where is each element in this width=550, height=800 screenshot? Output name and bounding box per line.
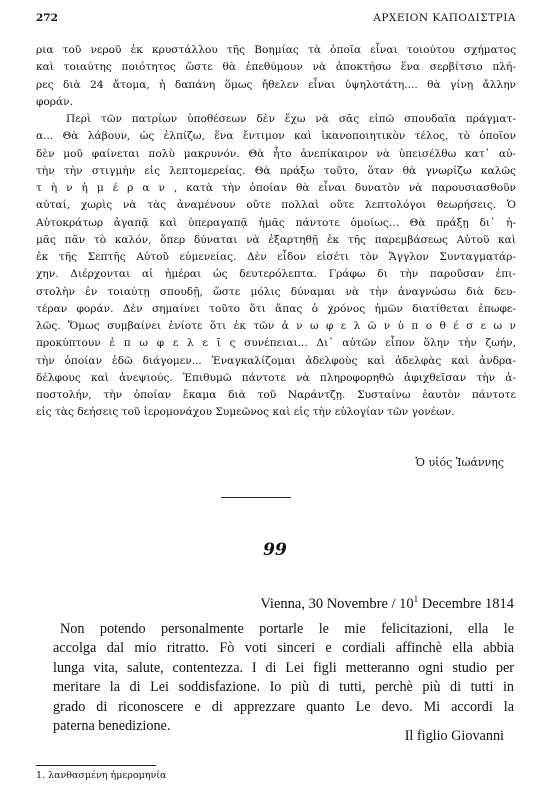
italian-line: Non potendo personalmente portarle le mie felicitazioni, ella le <box>60 621 514 637</box>
greek-line: στολὴν ἐν τοιαύτῃ σπουδῇ, ὥστε μόλις δύναμαι νὰ τὴν ἀναγνώσω διὰ δευ- <box>36 285 516 298</box>
footnote: 1. λανθασμένη ἡμερομηνία <box>36 770 167 781</box>
italian-line: paterna benedizione. <box>53 717 171 734</box>
greek-line: εἰς τὰς δεήσεις τοῦ ἱερομονάχου Συμεῶνος καὶ εἰς τὴν εὐλογίαν τῶν γονέων. <box>36 406 455 419</box>
italian-letter-body <box>53 620 514 736</box>
greek-line: δὲν μοῦ φαίνεται πολὺ μακρυνόν. Θὰ ἦτο ἀνεπίκαιρον νὰ ὑπεισέλθω κατ᾽ αὐ- <box>36 147 516 160</box>
dateline-text-end: Decembre 1814 <box>418 595 514 612</box>
italian-line: accolga dal mio ritratto. Fò voti sinceri e cordiali affinchè ella abbia <box>53 640 514 657</box>
greek-line: τὴν τὴν στιγμὴν εἰς λεπτομερείας. Θὰ πράξω τοῦτο, ὅταν θὰ γνωρίζω καλῶς <box>36 164 516 177</box>
italian-line: lunga vita, salute, contentezza. I di Lei figli metteranno ogni studio per <box>53 659 514 676</box>
greek-line: καὶ τοιαύτης ποιότητος ὥστε θὰ ἐπεθύμουν νὰ ἀποκτήσω ἕνα σερβίτσιο πλή- <box>36 61 516 74</box>
greek-line: χην. Διέρχονται αἱ ἡμέραι ὡς δευτερόλεπτα. Γράφω δι τὴν παροῦσαν ἐπι- <box>36 268 516 281</box>
greek-line: τέραν φοράν. Δὲν σημαίνει τοῦτο ὅτι ἅπας ὁ χρόνος ἡμῶν διατίθεται ἐπωφε- <box>36 302 516 315</box>
greek-line: ρια τοῦ νεροῦ ἐκ κρυστάλλου τῆς Βοημίας τὰ ὁποῖα εἶναι τοιούτου σχήματος <box>36 44 516 56</box>
greek-line: ρες διὰ 24 ἄτομα, ἡ δαπάνη ὅμως ἤθελεν εἶναι ὑψηλοτάτη.... θὰ γίνῃ ἄλλην <box>36 78 516 91</box>
footnote-rule <box>36 765 156 766</box>
italian-line: meritare la di Lei soddisfazione. Io più di tutti, perchè più di tutti in <box>53 679 514 696</box>
footnote-marker: 1 <box>413 594 419 604</box>
greek-line: προκύπτουν ἐ π ω φ ε λ ε ῖ ς συνέπειαι... Δι᾽ αὐτῶν εἶπον ὅλην τὴν ζωήν, <box>36 337 516 350</box>
greek-line: αὐταί, χωρὶς νὰ τὰς ἀναμένουν οὔτε πολλαὶ οὔτε λεπτολόγοι θεωρήσεις. Ὁ <box>36 199 516 212</box>
greek-line: τὴν ὁποίαν ἐδῶ διάγομεν... Ἐναγκαλίζομαι ἀδελφοὺς καὶ ἀδελφὰς καὶ ἀνδρα- <box>36 354 516 367</box>
page-number: 272 <box>36 12 58 24</box>
running-title: ΑΡΧΕΙΟΝ ΚΑΠΟΔΙΣΤΡΙΑ <box>373 12 516 24</box>
greek-line: λῶς. Ὅμως συμβαίνει ἐνίοτε ὅτι ἐκ τῶν ἀ ν ω φ ε λ ῶ ν ὑ π ο θ έ σ ε ω ν <box>36 320 516 332</box>
letter-number: 99 <box>263 540 287 560</box>
greek-line: δέλφους καὶ ἀνεψιούς. Ἐπιθυμῶ πάντοτε νὰ πληροφορηθῶ ἀφιχθεῖσαν τὴν ἀ- <box>36 371 516 384</box>
dateline <box>260 594 514 613</box>
greek-letter-signature: Ὁ υἱός Ἰωάννης <box>415 456 504 469</box>
greek-line: τ ὴ ν ἡ μ έ ρ α ν , κατὰ τὴν ὁποίαν θὰ εἶναι δυνατὸν νὰ παρουσιασθοῦν <box>36 182 516 194</box>
italian-line: grado di riconoscere e di apprezzare quanto Le devo. Mi accordi la <box>53 698 514 715</box>
greek-line: μᾶς πᾶν τὸ καλόν, ὅπερ δύναται νὰ ἐξαρτηθῇ ἐκ τῆς παρεμβάσεως Αὐτοῦ καὶ <box>36 233 516 246</box>
greek-letter-body <box>36 42 516 422</box>
dateline-text: Vienna, 30 Novembre / 10 <box>260 595 414 612</box>
running-header <box>36 12 516 28</box>
italian-letter-signature: Il figlio Giovanni <box>404 728 504 744</box>
greek-line: Περὶ τῶν πατρίων ὑποθέσεων δὲν ἔχω νὰ σᾶς εἰπῶ σπουδαῖα πράγματ- <box>66 113 516 125</box>
greek-line: Αὐτοκράτωρ ἀγαπᾷ καὶ ὑπεραγαπᾷ ἡμᾶς πάντοτε ὁμοίως... Θὰ πράξῃ δι᾽ ἡ- <box>36 216 516 229</box>
greek-line: ἐκ τῆς Σεπτῆς Αὐτοῦ εὐμενείας. Δὲν εἶδον εἰσέτι τὸν Ἄγγλον Συνταγματάρ- <box>36 251 516 263</box>
greek-line: ποστολήν, τὴν ὁποίαν ἔκαμα διὰ τοῦ Ναράντζῃ. Συσταίνω ἑαυτὸν πάντοτε <box>36 389 516 401</box>
greek-line: α... Θὰ λάβουν, ὡς ἐλπίζω, ἕνα ἔντιμον καὶ ἱκανοποιητικὸν τέλος, τὸ ὁποῖον <box>36 130 516 143</box>
section-separator <box>221 497 291 498</box>
greek-line: φοράν. <box>36 95 73 108</box>
